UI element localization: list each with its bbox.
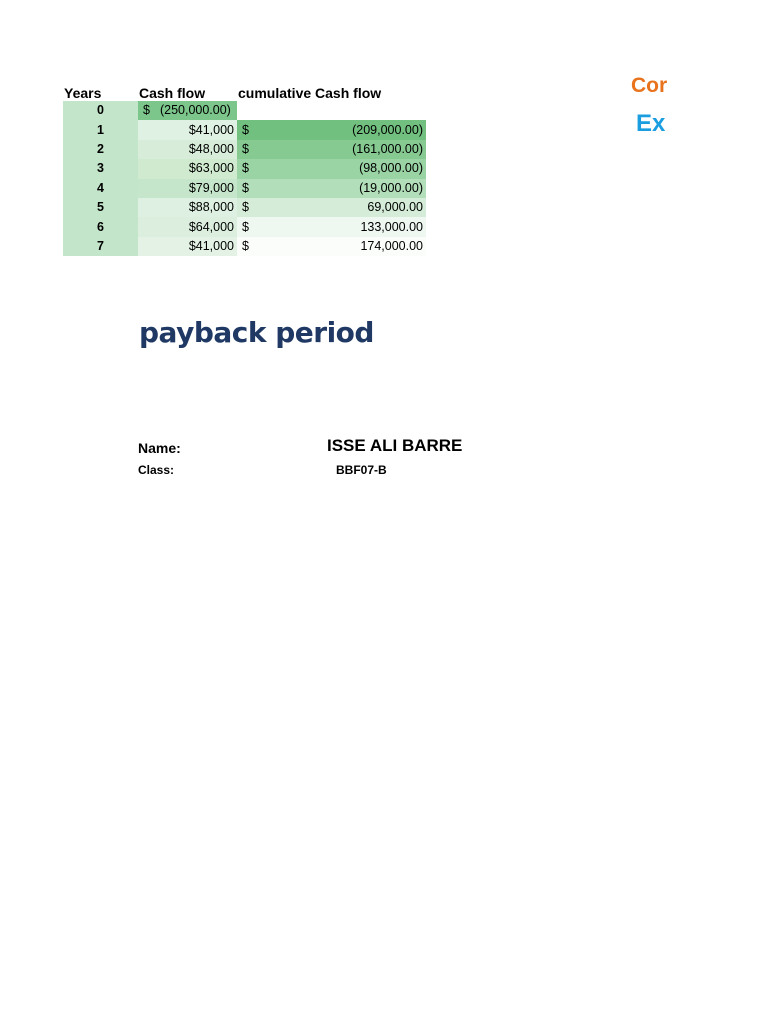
cash-flow-cell[interactable]: $41,000 (138, 120, 237, 139)
class-label: Class: (138, 463, 175, 477)
table-row (63, 120, 426, 139)
cumulative-cash-flow-cell[interactable] (237, 217, 426, 236)
table-row (63, 159, 426, 178)
cash-flow-cell[interactable]: $41,000 (138, 237, 237, 256)
cumulative-cash-flow-cell[interactable] (237, 159, 426, 178)
cash-flow-value: (250,000.00) (159, 103, 231, 118)
accounting-format (237, 179, 426, 198)
cropped-orange-heading: Cor (631, 74, 668, 97)
cumulative-value: (19,000.00) (359, 180, 423, 195)
year-cell[interactable]: 6 (63, 217, 138, 236)
cash-flow-header[interactable]: Cash flow (139, 85, 206, 101)
currency-symbol: $ (242, 122, 249, 137)
cumulative-value: 133,000.00 (360, 219, 423, 234)
accounting-format (237, 218, 426, 237)
cumulative-value: 69,000.00 (367, 200, 423, 215)
cumulative-cash-flow-cell[interactable] (237, 101, 426, 120)
name-value[interactable]: ISSE ALI BARRE (327, 436, 463, 455)
cumulative-value: (209,000.00) (352, 122, 423, 137)
page-title: payback period (139, 316, 374, 349)
cumulative-cash-flow-cell[interactable] (237, 140, 426, 159)
year-cell[interactable]: 7 (63, 237, 138, 256)
table-row (63, 237, 426, 256)
table-row (63, 140, 426, 159)
cash-flow-cell[interactable]: $64,000 (138, 217, 237, 236)
year-cell[interactable]: 1 (63, 120, 138, 139)
cash-flow-cell[interactable]: $79,000 (138, 179, 237, 198)
cash-flow-cell[interactable]: $48,000 (138, 140, 237, 159)
table-row (63, 179, 426, 198)
years-header[interactable]: Years (64, 85, 102, 101)
cumulative-cash-flow-cell[interactable] (237, 237, 426, 256)
currency-symbol: $ (242, 219, 249, 234)
cumulative-value: 174,000.00 (360, 238, 423, 253)
cumulative-value: (98,000.00) (359, 161, 423, 176)
accounting-format (237, 198, 426, 217)
cash-flow-cell[interactable] (138, 101, 237, 120)
year-cell[interactable]: 5 (63, 198, 138, 217)
table-row (63, 217, 426, 236)
currency-symbol: $ (242, 141, 249, 156)
accounting-format (237, 140, 426, 159)
cumulative-cash-flow-cell[interactable] (237, 179, 426, 198)
currency-symbol: $ (242, 161, 249, 176)
cash-flow-cell[interactable]: $88,000 (138, 198, 237, 217)
currency-symbol: $ (242, 200, 249, 215)
class-value[interactable]: BBF07-B (336, 463, 387, 477)
table-row (63, 101, 426, 120)
accounting-format (237, 237, 426, 256)
currency-symbol: $ (242, 180, 249, 195)
cash-flow-table (63, 80, 426, 256)
currency-symbol: $ (143, 103, 150, 118)
cumulative-cash-flow-header[interactable]: cumulative Cash flow (238, 85, 382, 101)
accounting-format (237, 121, 426, 140)
cumulative-cash-flow-cell[interactable] (237, 198, 426, 217)
table-header-row (63, 80, 426, 101)
name-label: Name: (138, 440, 181, 456)
accounting-format (237, 159, 426, 178)
cumulative-value: (161,000.00) (352, 141, 423, 156)
year-cell[interactable]: 0 (63, 101, 138, 120)
cumulative-cash-flow-cell[interactable] (237, 120, 426, 139)
cash-flow-cell[interactable]: $63,000 (138, 159, 237, 178)
cropped-blue-heading: Ex (636, 110, 666, 137)
currency-symbol: $ (242, 238, 249, 253)
cash-flow-table-body (63, 101, 426, 256)
year-cell[interactable]: 4 (63, 179, 138, 198)
year-cell[interactable]: 2 (63, 140, 138, 159)
table-row (63, 198, 426, 217)
year-cell[interactable]: 3 (63, 159, 138, 178)
